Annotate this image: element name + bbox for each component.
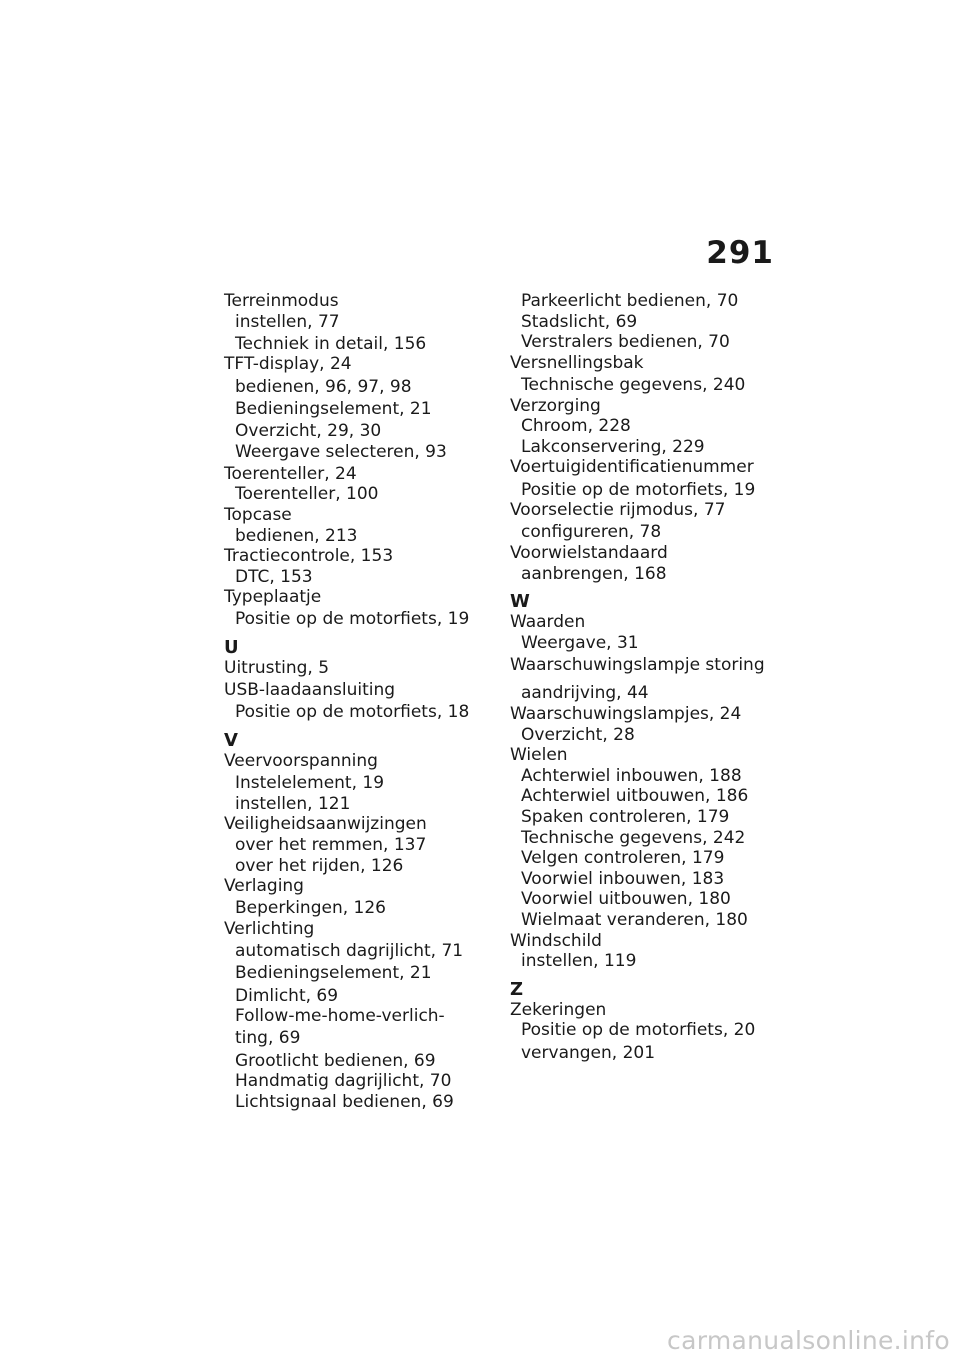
index-subentry: Achterwiel uitbouwen, 186 [521,786,749,807]
index-entry: Toerenteller, 24 [224,463,357,484]
index-entry: Terreinmodus [224,291,339,311]
index-entry: Voertuigidentificatienummer [510,457,754,478]
index-entry: Verlichting [224,918,315,939]
index-subentry: Stadslicht, 69 [521,311,638,332]
index-subentry: Dimlicht, 69 [235,985,339,1006]
index-subentry: Parkeerlicht bedienen, 70 [521,291,739,311]
index-subentry: Overzicht, 28 [521,724,635,745]
index-subentry: Positie op de motorfiets, 19 [235,609,470,630]
watermark: carmanualsonline.info [667,1326,950,1355]
index-subentry: Wielmaat veranderen, 180 [521,910,748,930]
index-entry: Wielen [510,745,568,766]
index-letter-heading: W [510,591,530,613]
index-subentry: over het rijden, 126 [235,855,404,876]
index-subentry: DTC, 153 [235,566,313,587]
index-subentry: Technische gegevens, 242 [521,827,746,848]
index-subentry: aandrijving, 44 [521,683,649,704]
index-letter-heading: V [224,730,238,752]
index-subentry: Instelelement, 19 [235,773,385,794]
index-subentry: Overzicht, 29, 30 [235,420,382,441]
index-subentry: aanbrengen, 168 [521,563,667,584]
index-subentry: Verstralers bedienen, 70 [521,332,730,353]
index-subentry: Positie op de motorfiets, 18 [235,702,470,723]
index-entry: Voorwielstandaard [510,542,668,563]
index-subentry: Spaken controleren, 179 [521,807,730,828]
index-subentry: Bedieningselement, 21 [235,963,432,984]
index-subentry: Follow-me-home-verlich- [235,1006,445,1027]
index-subentry: instellen, 121 [235,793,351,814]
index-subentry: Beperkingen, 126 [235,898,386,919]
index-entry: Voorselectie rijmodus, 77 [510,500,726,521]
index-subentry: configureren, 78 [521,522,662,543]
index-subentry: Toerenteller, 100 [235,484,379,505]
page-number: 291 [706,235,774,271]
index-entry: Veiligheidsaanwijzingen [224,814,427,835]
index-subentry: Bedieningselement, 21 [235,398,432,419]
index-letter-heading: U [224,637,239,659]
index-entry: Zekeringen [510,999,607,1020]
index-subentry: vervangen, 201 [521,1042,656,1063]
index-entry: TFT-display, 24 [224,354,352,375]
index-subentry: ting, 69 [235,1028,301,1049]
index-entry: Uitrusting, 5 [224,658,330,679]
index-entry: Veervoorspanning [224,751,378,772]
index-entry: Topcase [224,504,292,525]
index-subentry: Weergave, 31 [521,632,639,653]
index-entry: Verzorging [510,395,601,416]
index-entry: Windschild [510,930,602,951]
index-subentry: automatisch dagrijlicht, 71 [235,941,464,962]
index-subentry: Lichtsignaal bedienen, 69 [235,1091,454,1112]
index-subentry: Lakconservering, 229 [521,436,705,457]
index-entry: Typeplaatje [224,587,322,608]
index-entry: Versnellingsbak [510,352,644,373]
index-subentry: instellen, 119 [521,951,637,972]
index-subentry: Technische gegevens, 240 [521,374,746,395]
index-subentry: bedienen, 96, 97, 98 [235,376,412,397]
index-subentry: Positie op de motorfiets, 19 [521,479,756,500]
index-entry: USB-laadaansluiting [224,680,396,701]
index-subentry: instellen, 77 [235,311,340,332]
index-letter-heading: Z [510,978,524,1000]
index-column-left [224,291,486,1112]
index-subentry: Handmatig dagrijlicht, 70 [235,1071,452,1092]
index-subentry: over het remmen, 137 [235,835,427,855]
index-subentry: Techniek in detail, 156 [235,333,427,354]
index-subentry: Chroom, 228 [521,416,631,437]
index-entry: Verlaging [224,876,304,897]
index-entry: Waarden [510,612,586,633]
index-subentry: Grootlicht bedienen, 69 [235,1050,436,1071]
index-subentry: Weergave selecteren, 93 [235,441,447,462]
index-subentry: Velgen controleren, 179 [521,848,725,869]
index-column-right [510,291,780,1063]
index-subentry: bedienen, 213 [235,525,358,546]
index-subentry: Voorwiel uitbouwen, 180 [521,889,731,910]
index-entry: Waarschuwingslampjes, 24 [510,704,742,725]
index-entry: Tractiecontrole, 153 [224,546,394,567]
index-entry: Waarschuwingslampje storing [510,654,765,675]
index-subentry: Voorwiel inbouwen, 183 [521,868,725,889]
index-subentry: Positie op de motorfiets, 20 [521,1020,756,1041]
index-subentry: Achterwiel inbouwen, 188 [521,765,742,786]
